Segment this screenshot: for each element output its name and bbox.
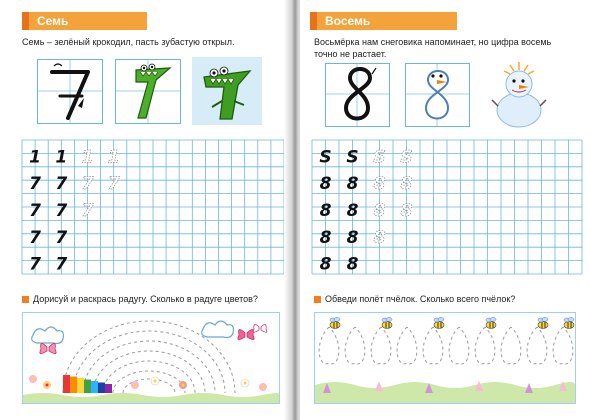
left-title: Семь xyxy=(37,14,69,28)
bullet-square xyxy=(314,296,321,303)
rainbow-band xyxy=(63,375,70,393)
grid-digit: 8 xyxy=(400,174,413,195)
crocodile-picture xyxy=(192,57,262,125)
grid-digit: S xyxy=(400,147,413,168)
grid-digit: 8 xyxy=(400,201,413,221)
right-rhyme-line-1: Восьмёрка нам снеговика напоминает, но цифра восемь xyxy=(314,37,552,47)
snowman-eight-frame xyxy=(405,63,470,127)
rainbow-band xyxy=(84,380,91,394)
grid-digit: S xyxy=(346,147,359,168)
right-title-bar xyxy=(317,12,457,30)
right-rhyme-line-2: точно не растает. xyxy=(314,49,387,59)
grid-digit: 7 xyxy=(107,174,120,195)
rainbow-band xyxy=(91,381,98,393)
grid-digit: 7 xyxy=(55,174,68,195)
grid-digit: 7 xyxy=(81,174,94,195)
right-writing-grid xyxy=(312,140,582,274)
grid-digit: 8 xyxy=(319,227,332,248)
crocodile-seven-frame xyxy=(115,59,181,124)
grid-digit: 7 xyxy=(81,201,94,221)
grid-digit: 8 xyxy=(319,254,332,275)
grid-digit: 8 xyxy=(346,201,359,221)
bee-icon xyxy=(434,318,444,329)
grid-digit: 7 xyxy=(29,201,42,221)
snowman-eight-icon xyxy=(406,64,469,126)
grid-digit: 1 xyxy=(29,147,42,168)
grid-digit: 7 xyxy=(29,174,42,195)
bee-icon xyxy=(330,318,340,329)
digit-seven-trace xyxy=(38,60,102,123)
rainbow-band xyxy=(77,378,84,393)
snowman-picture xyxy=(486,60,552,130)
right-task xyxy=(314,293,515,305)
grid-digit: 8 xyxy=(373,201,386,221)
right-title: Восемь xyxy=(325,14,371,28)
rainbow-band xyxy=(105,384,112,393)
title-accent xyxy=(310,12,317,30)
grid-digit: 8 xyxy=(346,227,359,248)
bees-picture xyxy=(315,313,575,403)
rainbow-band xyxy=(98,383,105,394)
digit-seven-frame xyxy=(37,59,103,124)
left-task xyxy=(22,293,258,305)
grid-digit: 8 xyxy=(373,174,386,195)
bees-frame xyxy=(314,312,576,404)
grid-digit: 7 xyxy=(55,227,68,248)
rainbow-picture xyxy=(23,313,279,403)
right-page xyxy=(300,0,590,420)
digit-eight-trace xyxy=(326,64,389,126)
grid-digit: 7 xyxy=(55,254,68,275)
grid-digit: 1 xyxy=(55,147,68,168)
bullet-square xyxy=(22,296,29,303)
bee-icon xyxy=(564,318,574,329)
grid-digit: 1 xyxy=(81,147,94,168)
grid-digit: 8 xyxy=(346,174,359,195)
left-rhyme: Семь – зелёный крокодил, пасть зубастую открыл. xyxy=(22,37,235,47)
grid-digit: 8 xyxy=(319,201,332,221)
bee-icon xyxy=(538,318,548,329)
bee-icon xyxy=(486,318,496,329)
left-task-text: Дорисуй и раскрась радугу. Сколько в радуге цветов? xyxy=(33,294,258,304)
grid-digit: 7 xyxy=(55,201,68,221)
left-writing-grid xyxy=(22,140,284,274)
rainbow-band xyxy=(70,377,77,394)
digit-eight-frame xyxy=(325,63,390,127)
left-page xyxy=(0,0,290,420)
right-rhyme xyxy=(314,36,584,60)
grid-digit: 8 xyxy=(373,227,386,248)
left-title-bar xyxy=(29,12,147,30)
rainbow-frame xyxy=(22,312,280,404)
grid-digit: S xyxy=(373,147,386,168)
grid-digit: 8 xyxy=(319,174,332,195)
grid-digit: S xyxy=(319,147,332,168)
bee-icon xyxy=(382,318,392,329)
title-accent xyxy=(22,12,29,30)
grid-digit: 7 xyxy=(29,227,42,248)
crocodile-seven-icon xyxy=(116,60,180,123)
grid-digit: 1 xyxy=(107,147,120,168)
right-task-text: Обведи полёт пчёлок. Сколько всего пчёлок? xyxy=(325,294,516,304)
grid-digit: 7 xyxy=(29,254,42,275)
grid-digit: 8 xyxy=(346,254,359,275)
